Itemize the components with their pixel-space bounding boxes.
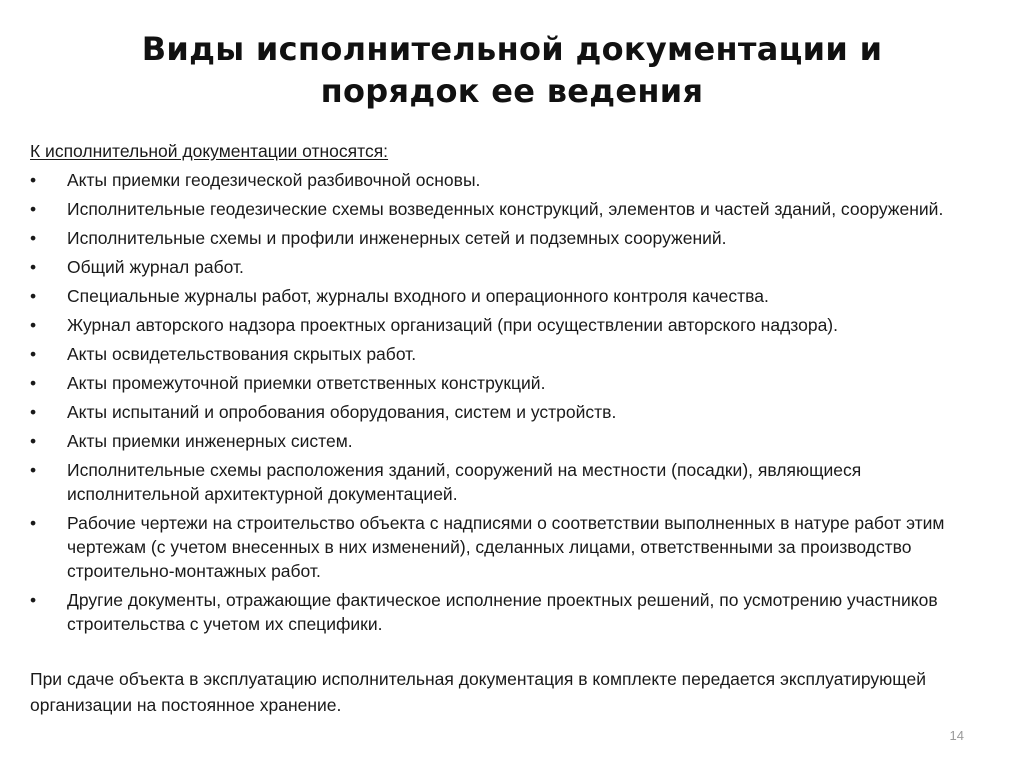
list-item: • Акты испытаний и опробования оборудования, систем и устройств. <box>30 400 990 424</box>
slide-content <box>30 139 990 718</box>
list-item: • Специальные журналы работ, журналы входного и операционного контроля качества. <box>30 284 990 308</box>
list-item: • Рабочие чертежи на строительство объекта с надписями о соответствии выполненных в натуре работ этим чертежам (с учетом внесенных в них изменений), сделанных лицами, ответственными за производство строительно-монтажных работ. <box>30 511 990 583</box>
list-item: • Акты освидетельствования скрытых работ. <box>30 342 990 366</box>
list-item: • Исполнительные схемы и профили инженерных сетей и подземных сооружений. <box>30 226 990 250</box>
slide-title-line-2: порядок ее ведения <box>320 72 704 110</box>
list-intro: К исполнительной документации относятся: <box>30 141 389 161</box>
list-item: • Другие документы, отражающие фактическое исполнение проектных решений, по усмотрению участников строительства с учетом их специфики. <box>30 588 990 636</box>
list-item: • Общий журнал работ. <box>30 255 990 279</box>
list-item: • Акты приемки инженерных систем. <box>30 429 990 453</box>
closing-paragraph: При сдаче объекта в эксплуатацию исполнительная документация в комплекте передается эксплуатирующей организации на постоянное хранение. <box>30 669 926 715</box>
slide-title <box>60 28 964 112</box>
list-item: • Исполнительные геодезические схемы возведенных конструкций, элементов и частей зданий, сооружений. <box>30 197 990 221</box>
list-item: • Акты промежуточной приемки ответственных конструкций. <box>30 371 990 395</box>
list-item: • Исполнительные схемы расположения зданий, сооружений на местности (посадки), являющиеся исполнительной архитектурной документацией. <box>30 458 990 506</box>
list-item: • Акты приемки геодезической разбивочной основы. <box>30 168 990 192</box>
list-item: • Журнал авторского надзора проектных организаций (при осуществлении авторского надзора). <box>30 313 990 337</box>
slide-title-line-1: Виды исполнительной документации и <box>141 30 883 68</box>
page-number: 14 <box>949 728 964 743</box>
document-list <box>30 168 990 636</box>
